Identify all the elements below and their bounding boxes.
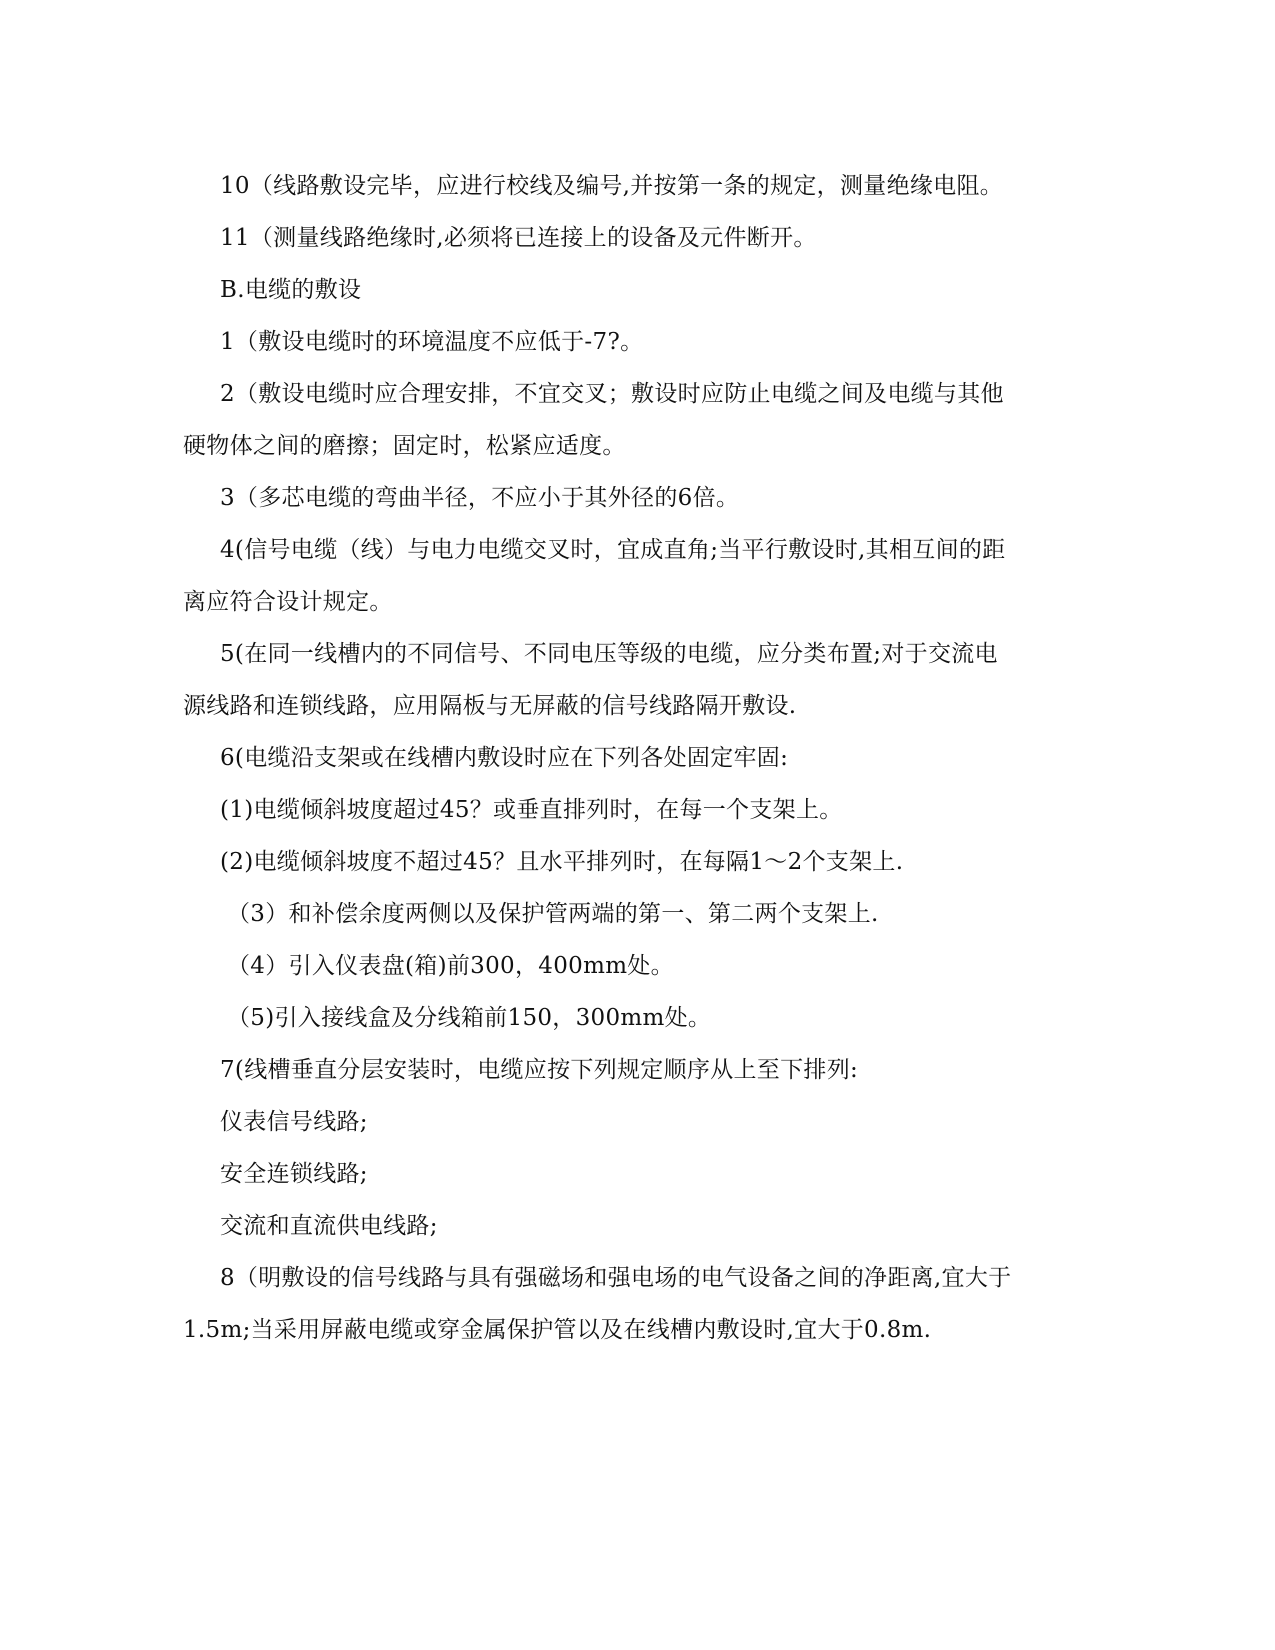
- paragraph-line: 4(信号电缆（线）与电力电缆交叉时，宜成直角;当平行敷设时,其相互间的距: [220, 537, 1006, 563]
- paragraph-line: 11（测量线路绝缘时,必须将已连接上的设备及元件断开。: [220, 225, 817, 251]
- paragraph-line: 1.5m;当采用屏蔽电缆或穿金属保护管以及在线槽内敷设时,宜大于0.8m.: [183, 1317, 932, 1343]
- paragraph-line: 8（明敷设的信号线路与具有强磁场和强电场的电气设备之间的净距离,宜大于: [220, 1265, 1012, 1291]
- paragraph-line: 1（敷设电缆时的环境温度不应低于-7?。: [220, 329, 644, 355]
- document-body: [183, 160, 1043, 1356]
- paragraph-line: 2（敷设电缆时应合理安排，不宜交叉；敷设时应防止电缆之间及电缆与其他: [220, 381, 1004, 407]
- list-item: 交流和直流供电线路;: [220, 1213, 438, 1239]
- list-item: (1)电缆倾斜坡度超过45？或垂直排列时，在每一个支架上。: [220, 797, 843, 823]
- list-item: （4）引入仪表盘(箱)前300，400mm处。: [227, 953, 674, 979]
- list-item: 安全连锁线路;: [220, 1161, 368, 1187]
- section-heading: B.电缆的敷设: [220, 277, 362, 303]
- list-item: 仪表信号线路;: [220, 1109, 368, 1135]
- paragraph-line: 10（线路敷设完毕，应进行校线及编号,并按第一条的规定，测量绝缘电阻。: [220, 173, 1004, 199]
- list-item: (2)电缆倾斜坡度不超过45？且水平排列时，在每隔1～2个支架上.: [220, 849, 904, 875]
- paragraph-line: 5(在同一线槽内的不同信号、不同电压等级的电缆，应分类布置;对于交流电: [220, 641, 998, 667]
- paragraph-line: 硬物体之间的磨擦；固定时，松紧应适度。: [183, 433, 626, 459]
- list-item: （5)引入接线盒及分线箱前150，300mm处。: [227, 1005, 712, 1031]
- paragraph-line: 6(电缆沿支架或在线槽内敷设时应在下列各处固定牢固:: [220, 745, 789, 771]
- paragraph-line: 离应符合设计规定。: [183, 589, 393, 615]
- paragraph-line: 3（多芯电缆的弯曲半径，不应小于其外径的6倍。: [220, 485, 740, 511]
- paragraph-line: 7(线槽垂直分层安装时，电缆应按下列规定顺序从上至下排列:: [220, 1057, 859, 1083]
- paragraph-line: 源线路和连锁线路，应用隔板与无屏蔽的信号线路隔开敷设.: [183, 693, 797, 719]
- list-item: （3）和补偿余度两侧以及保护管两端的第一、第二两个支架上.: [227, 901, 879, 927]
